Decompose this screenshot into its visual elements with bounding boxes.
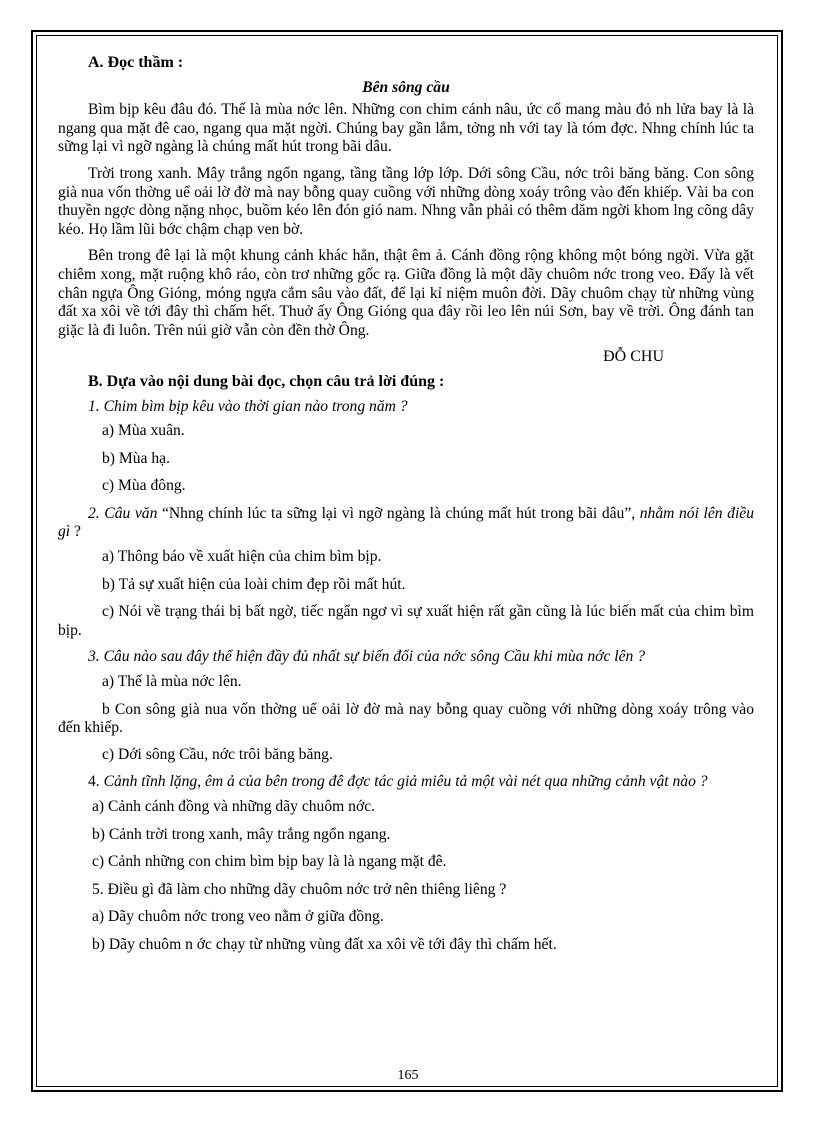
question-3-text: 3. Câu nào sau đây thể hiện đầy đủ nhất sự biến đổi của nớc sông Cầu khi mùa nớc lên ?	[88, 648, 646, 666]
answer-3c: c) Dới sông Cầu, nớc trôi băng băng.	[102, 745, 333, 763]
answer-1a: a) Mùa xuân.	[102, 422, 185, 440]
question-4-text: Cảnh tĩnh lặng, êm ả của bên trong đê đợc tác giả miêu tả một vài nét qua những cảnh vật nào ?	[99, 773, 708, 791]
question-2-tail: , nhằm nói lên điều gì	[58, 504, 755, 541]
answer-2c: c) Nói về trạng thái bị bất ngờ, tiếc ngẩn ngơ vì sự xuất hiện rất gần cũng là lúc biến mất của chim bìm bịp.	[58, 603, 754, 639]
question-5	[92, 881, 754, 900]
answer-2a: a) Thông báo về xuất hiện của chim bìm bịp.	[102, 548, 382, 566]
question-2-lead: Câu văn	[99, 504, 158, 522]
answer-5b: b) Dãy chuôm n ớc chạy từ những vùng đất xa xôi về tới đây thì chấm hết.	[92, 935, 557, 953]
document-body	[58, 54, 754, 964]
answer-3b: b Con sông già nua vốn thờng uể oải lờ đờ mà nay bỗng quay cuồng với những dòng xoáy trông vào đến khiếp.	[58, 700, 754, 737]
question-3	[58, 648, 754, 667]
question-2	[58, 505, 754, 542]
answer-3a: a) Thế là mùa nớc lên.	[102, 673, 242, 691]
question-1	[58, 398, 754, 417]
question-1-text: 1. Chim bìm bịp kêu vào thời gian nào trong năm ?	[88, 397, 408, 415]
answer-4a: a) Cảnh cánh đồng và những dãy chuôm nớc.	[92, 798, 376, 815]
answer-1b: b) Mùa hạ.	[102, 449, 170, 467]
section-b-heading: B. Dựa vào nội dung bài đọc, chọn câu trả lời đúng :	[88, 372, 445, 390]
answer-4b: b) Cảnh trời trong xanh, mây trắng ngổn ngang.	[92, 825, 391, 843]
paragraph-3: Bên trong đê lại là một khung cảnh khác hẳn, thật êm ả. Cánh đồng rộng không một bóng ngời. Vừa gặt chiêm xong, mặt ruộng khô ráo, còn trơ những gốc rạ. Giữa đồng là một dãy chuôm nớc trong veo. Đấy là vết chân ngựa Ông Gióng, móng ngựa cắm sâu vào đất, để lại kỉ niệm muôn đời. Dãy chuôm chạy từ những vùng đất xa xôi về tới đây thì chấm hết. Thuở ấy Ông Gióng qua đây rồi leo lên núi Sơn, bay về trời. Ông đánh tan giặc là đi luôn. Trên núi giờ vẫn còn đền thờ Ông.	[58, 247, 754, 339]
paragraph-2: Trời trong xanh. Mây trắng ngổn ngang, tầng tầng lớp lớp. Dới sông Cầu, nớc trôi băng băng. Con sông già nua vốn thờng uể oải lờ đờ mà nay bỗng quay cuồng với những dòng xoáy trông vào đến khiếp. Vài ba con thuyền ngợc dòng nặng nhọc, buồm kéo lên đón gió nam. Nhng vẫn phải có thêm dăm ngời khom lng cõng dây kéo. Họ lầm lũi bớc chậm chạp ven bờ.	[58, 164, 754, 238]
question-2-num: 2.	[88, 504, 100, 522]
section-a-heading: A. Đọc thầm :	[88, 54, 184, 71]
answer-2b: b) Tả sự xuất hiện của loài chim đẹp rồi mất hút.	[102, 575, 406, 593]
question-2-end: ?	[70, 523, 81, 541]
question-2-quote: “Nhng chính lúc ta sững lại vì ngỡ ngàng là chúng mất hút trong bãi dâu”	[157, 504, 632, 522]
story-title: Bên sông cầu	[362, 78, 450, 96]
answer-5a: a) Dãy chuôm nớc trong veo nằm ở giữa đồng.	[92, 908, 384, 926]
author-name: ĐỖ CHU	[603, 348, 664, 366]
page-number: 165	[397, 1068, 419, 1083]
question-4	[58, 773, 754, 792]
answer-1c: c) Mùa đông.	[102, 477, 186, 495]
answer-4c: c) Cảnh những con chim bìm bịp bay là là ngang mặt đê.	[92, 853, 447, 871]
paragraph-1: Bìm bịp kêu đâu đó. Thế là mùa nớc lên. Những con chim cánh nâu, ức cổ mang màu đỏ nh lửa bay là là ngang qua mặt đê cao, ngang qua mặt ngời. Chúng bay gần lắm, tởng nh với tay là tóm đợc. Nhng chính lúc ta sững lại vì ngỡ ngàng là chúng mất hút trong bãi dâu.	[58, 101, 754, 156]
question-4-num: 4.	[88, 773, 100, 791]
question-5-text: 5. Điều gì đã làm cho những dãy chuôm nớc trở nên thiêng liêng ?	[92, 880, 507, 898]
